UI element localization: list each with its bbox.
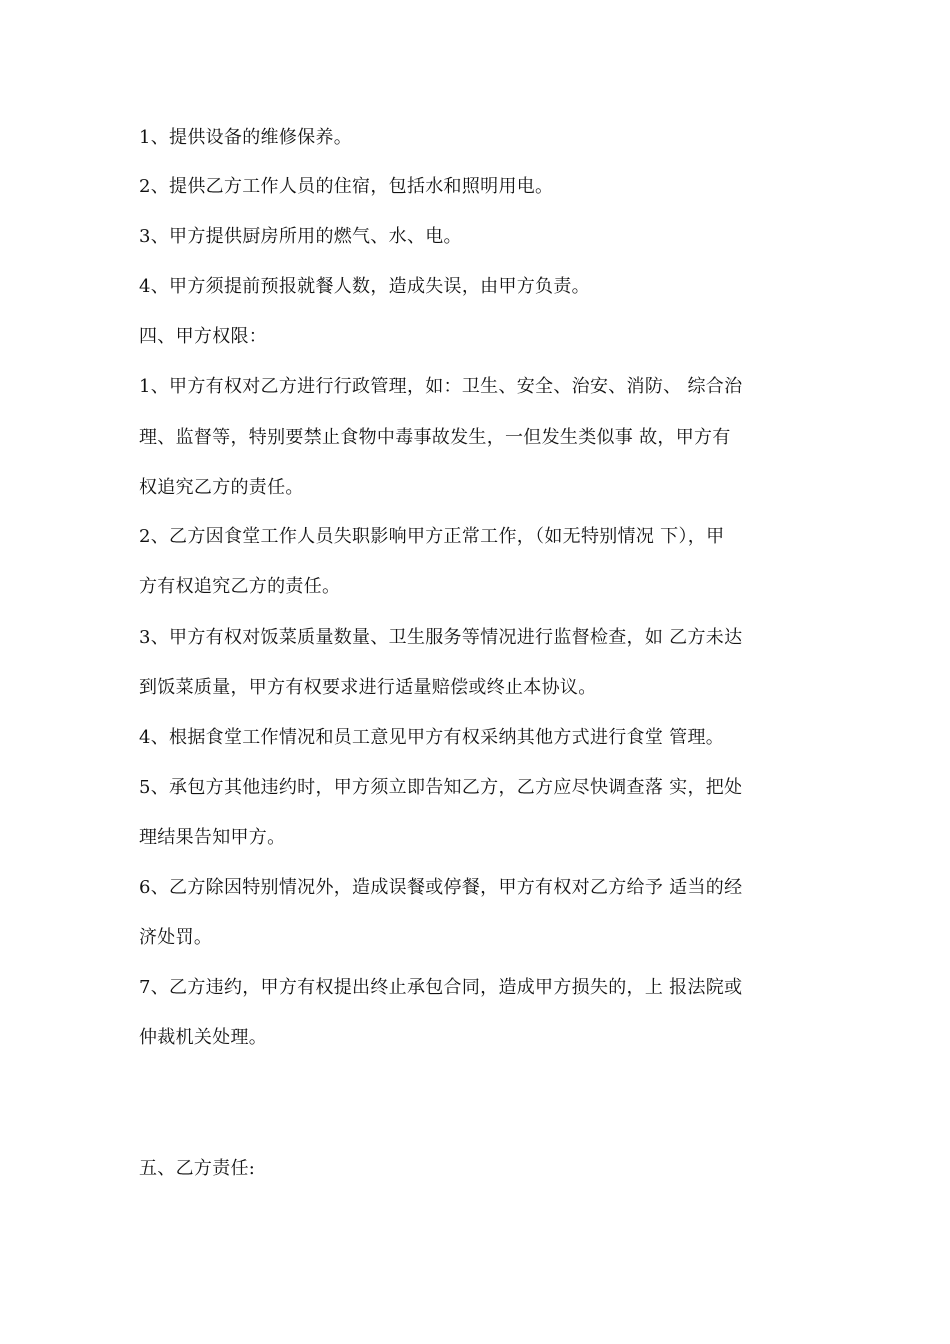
section-heading: 五、乙方责任:	[139, 1158, 256, 1179]
paragraph-line: 到饭菜质量，甲方有权要求进行适量赔偿或终止本协议。	[139, 677, 597, 698]
paragraph-line: 2、乙方因食堂工作人员失职影响甲方正常工作，（如无特别情况 下），甲	[139, 526, 725, 547]
paragraph-line: 5、承包方其他违约时，甲方须立即告知乙方，乙方应尽快调查落 实，把处	[139, 777, 743, 798]
section-heading: 四、甲方权限：	[139, 326, 268, 347]
paragraph-line: 3、甲方有权对饭菜质量数量、卫生服务等情况进行监督检查，如 乙方未达	[139, 627, 743, 648]
paragraph-line: 理、监督等，特别要禁止食物中毒事故发生，一但发生类似事 故，甲方有	[139, 427, 731, 448]
paragraph-line: 4、根据食堂工作情况和员工意见甲方有权采纳其他方式进行食堂 管理。	[139, 727, 725, 748]
paragraph-line: 仲裁机关处理。	[139, 1027, 268, 1048]
paragraph-line: 7、乙方违约，甲方有权提出终止承包合同，造成甲方损失的，上 报法院或	[139, 977, 743, 998]
list-item: 4、甲方须提前预报就餐人数，造成失误，由甲方负责。	[139, 276, 590, 297]
list-item: 3、甲方提供厨房所用的燃气、水、电。	[139, 226, 462, 247]
paragraph-line: 权追究乙方的责任。	[139, 477, 304, 498]
paragraph-line: 济处罚。	[139, 927, 213, 948]
paragraph-line: 6、乙方除因特别情况外，造成误餐或停餐，甲方有权对乙方给予 适当的经	[139, 877, 743, 898]
paragraph-line: 理结果告知甲方。	[139, 827, 286, 848]
list-item: 2、提供乙方工作人员的住宿，包括水和照明用电。	[139, 176, 554, 197]
paragraph-line: 方有权追究乙方的责任。	[139, 576, 341, 597]
paragraph-line: 1、甲方有权对乙方进行行政管理，如：卫生、安全、治安、消防、 综合治	[139, 376, 743, 397]
list-item: 1、提供设备的维修保养。	[139, 127, 353, 148]
